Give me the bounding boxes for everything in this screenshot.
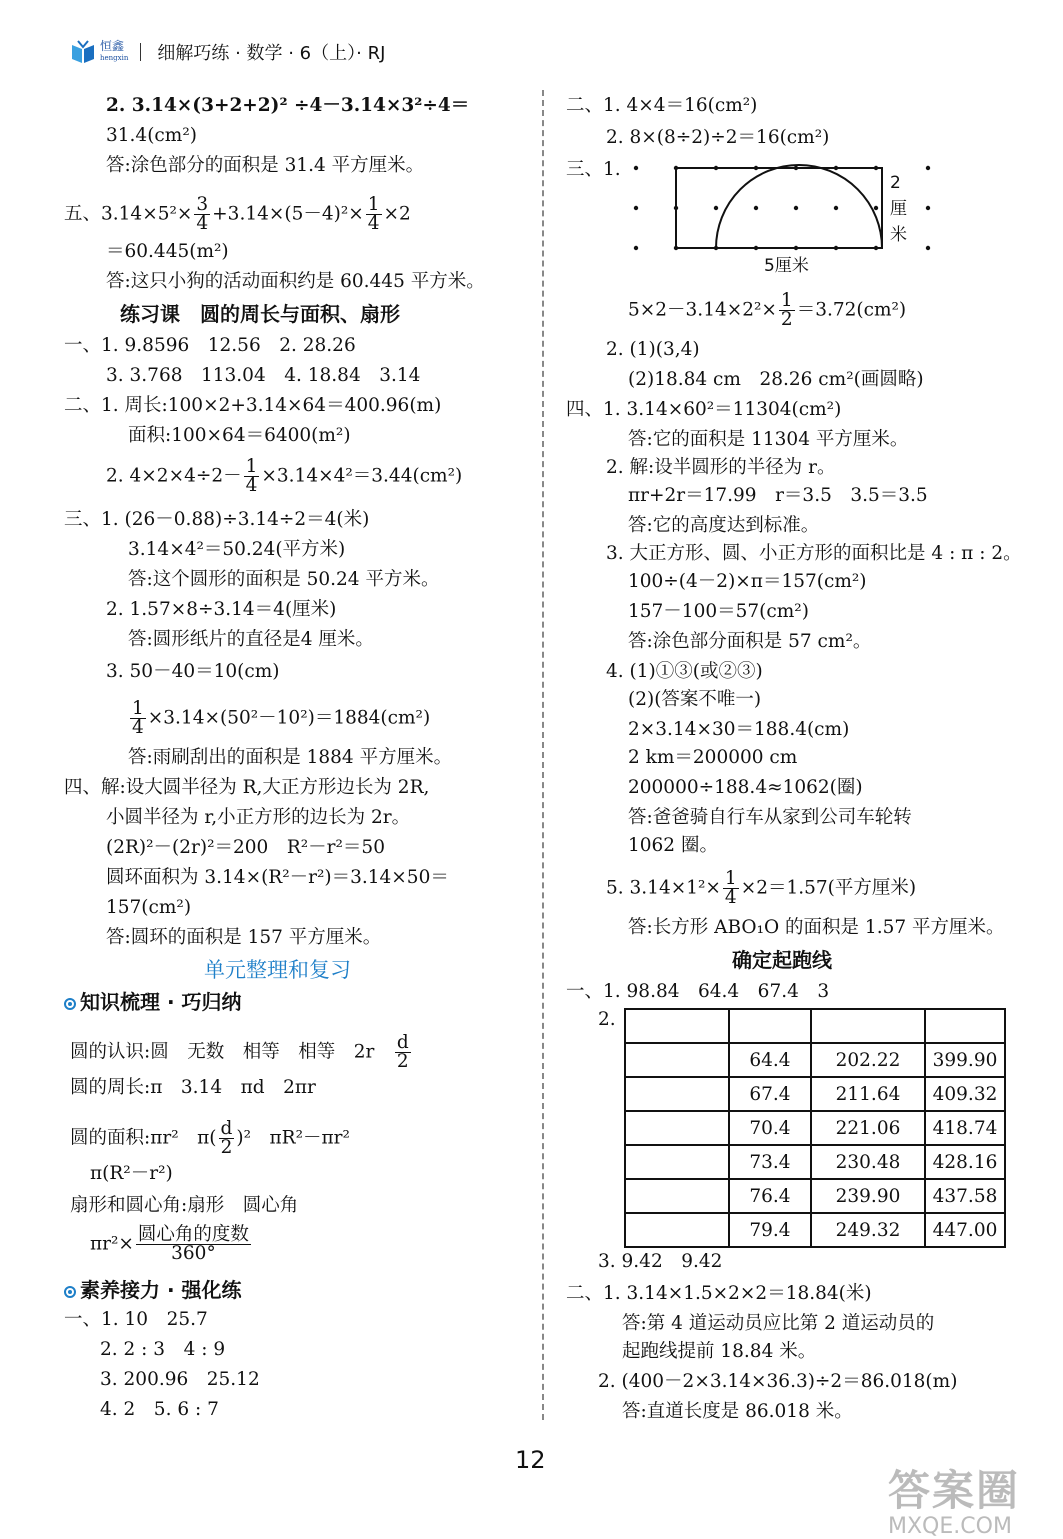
table-cell: 211.64 <box>811 1077 925 1111</box>
page-header <box>70 30 385 74</box>
table-cell: 73.4 <box>729 1145 811 1179</box>
answer-line: 圆的周长:π 3.14 πd 2πr <box>70 1077 316 1098</box>
answer-line: 2. 1.57×8÷3.14＝4(厘米) <box>106 599 337 620</box>
table-cell: 202.22 <box>811 1043 925 1077</box>
bullet-icon <box>64 998 76 1010</box>
table-cell <box>811 1009 925 1043</box>
answer-line: 一、1. 9.8596 12.56 2. 28.26 <box>64 335 356 356</box>
table-cell: 64.4 <box>729 1043 811 1077</box>
answer-line: 2×3.14×30＝188.4(cm) <box>628 719 850 740</box>
answer-line: 4. 2 5. 6 : 7 <box>100 1399 219 1420</box>
table-cell: 221.06 <box>811 1111 925 1145</box>
answer-line: 3. 9.42 9.42 <box>598 1251 723 1272</box>
answer-line: 157(cm²) <box>106 897 192 918</box>
figure-bottom-label: 5厘米 <box>764 256 809 276</box>
starting-line-table <box>624 1008 1006 1248</box>
fraction: $\frac{\text{圆心角的度数}}{360^\circ}$ <box>137 1224 249 1264</box>
section-title: 练习课 圆的周长与面积、扇形 <box>120 302 400 326</box>
table-cell: 70.4 <box>729 1111 811 1145</box>
answer-line: 3. 50－40＝10(cm) <box>106 661 280 682</box>
answer-statement: 答:圆形纸片的直径是4 厘米。 <box>128 629 374 650</box>
answer-line: (2)18.84 cm 28.26 cm²(画圆略) <box>628 369 924 390</box>
answer-line: 5. 3.14×1²× $\frac{1}{4}$ ×2＝1.57(平方厘米) <box>606 868 917 908</box>
answer-line: 200000÷188.4≈1062(圈) <box>628 777 863 798</box>
book-title: 细解巧练 · 数学 · 6（上）· RJ <box>157 43 386 64</box>
answer-line: 2. (1)(3,4) <box>606 339 700 360</box>
answer-line: 二、1. 4×4＝16(cm²) <box>566 95 758 116</box>
answer-line: (2R)²－(2r)²＝200 R²－r²＝50 <box>106 837 385 858</box>
answer-line: 扇形和圆心角:扇形 圆心角 <box>70 1195 299 1216</box>
table-cell: 76.4 <box>729 1179 811 1213</box>
table-cell: 418.74 <box>925 1111 1005 1145</box>
table-cell <box>729 1009 811 1043</box>
table-cell <box>625 1009 729 1043</box>
answer-line: 面积:100×64＝6400(m²) <box>128 425 351 446</box>
table-cell: 437.58 <box>925 1179 1005 1213</box>
table-cell: 447.00 <box>925 1213 1005 1247</box>
answer-statement: 答:第 4 道运动员应比第 2 道运动员的 <box>622 1313 935 1334</box>
bullet-icon <box>64 1286 76 1298</box>
table-cell: 399.90 <box>925 1043 1005 1077</box>
table-row <box>625 1145 1005 1179</box>
answer-line: 二、1. 周长:100×2+3.14×64＝400.96(m) <box>64 395 442 416</box>
answer-statement: 答:涂色部分的面积是 31.4 平方厘米。 <box>106 155 425 176</box>
fraction: $\frac{1}{4}$ <box>367 194 380 234</box>
answer-line: 四、解:设大圆半径为 R,大正方形边长为 2R, <box>64 777 430 798</box>
answer-statement: 答:雨刷刮出的面积是 1884 平方厘米。 <box>128 747 453 768</box>
answer-line: 小圆半径为 r,小正方形的边长为 2r。 <box>106 807 411 828</box>
answer-line: 3.14×4²＝50.24(平方米) <box>128 539 346 560</box>
answer-statement: 答:它的高度达到标准。 <box>628 515 820 536</box>
header-divider <box>140 43 141 61</box>
answer-line: 2. 2 : 3 4 : 9 <box>100 1339 226 1360</box>
answer-line: 三、1. <box>566 159 621 180</box>
table-cell <box>625 1145 729 1179</box>
answer-line: 2. 4×2×4÷2－ $\frac{1}{4}$ ×3.14×4²＝3.44(cm²) <box>106 456 463 496</box>
subsection-title: 素养接力 · 强化练 <box>64 1278 242 1302</box>
answer-statement: 答:这个圆形的面积是 50.24 平方米。 <box>128 569 440 590</box>
table-cell: 230.48 <box>811 1145 925 1179</box>
table-row <box>625 1009 1005 1043</box>
answer-line: 2. 3.14×(3+2+2)² ÷4－3.14×3²÷4＝ <box>106 95 470 116</box>
fraction: $\frac{1}{2}$ <box>780 290 793 330</box>
logo-subtext: hengxin <box>100 54 129 62</box>
logo-text: 恒鑫 <box>100 39 125 53</box>
section-title: 确定起跑线 <box>732 948 832 972</box>
answer-line: ＝60.445(m²) <box>106 241 229 262</box>
answer-line: (2)(答案不唯一) <box>628 689 762 710</box>
answer-line: 2. <box>598 1009 616 1030</box>
answer-line: 2. (400－2×3.14×36.3)÷2＝86.018(m) <box>598 1371 958 1392</box>
fraction: $\frac{d}{2}$ <box>220 1118 233 1158</box>
table-cell: 67.4 <box>729 1077 811 1111</box>
answer-statement: 答:这只小狗的活动面积约是 60.445 平方米。 <box>106 271 485 292</box>
answer-line: 2 km＝200000 cm <box>628 747 798 768</box>
subsection-title: 知识梳理 · 巧归纳 <box>64 990 242 1014</box>
table-row <box>625 1077 1005 1111</box>
answer-line: 3. 大正方形、圆、小正方形的面积比是 4 : π : 2。 <box>606 543 1022 564</box>
section-title: 单元整理和复习 <box>204 958 351 982</box>
answer-line: 3. 3.768 113.04 4. 18.84 3.14 <box>106 365 421 386</box>
publisher-logo <box>70 39 128 65</box>
book-icon <box>70 39 96 65</box>
answer-line: 五、3.14×5²× $\frac{3}{4}$ +3.14×(5－4)²× $\frac{1}{4}$ ×2 <box>64 194 411 234</box>
fraction: $\frac{d}{2}$ <box>396 1032 409 1072</box>
answer-statement: 答:它的面积是 11304 平方厘米。 <box>628 429 909 450</box>
table-cell <box>625 1043 729 1077</box>
watermark-url: MXQE.COM <box>888 1514 1012 1539</box>
answer-statement: 答:爸爸骑自行车从家到公司车轮转 <box>628 807 912 828</box>
fraction: $\frac{1}{4}$ <box>132 698 144 738</box>
table-row <box>625 1179 1005 1213</box>
answer-line: πr+2r＝17.99 r＝3.5 3.5＝3.5 <box>628 485 928 506</box>
table-cell <box>925 1009 1005 1043</box>
table-row <box>625 1213 1005 1247</box>
table-cell: 239.90 <box>811 1179 925 1213</box>
answer-statement: 答:圆环的面积是 157 平方厘米。 <box>106 927 382 948</box>
table-cell: 79.4 <box>729 1213 811 1247</box>
table-cell: 409.32 <box>925 1077 1005 1111</box>
table-cell: 428.16 <box>925 1145 1005 1179</box>
answer-line: 2. 解:设半圆形的半径为 r。 <box>606 457 836 478</box>
answer-statement: 答:长方形 ABO₁O 的面积是 1.57 平方厘米。 <box>628 917 1005 938</box>
fraction: $\frac{1}{4}$ <box>245 456 258 496</box>
answer-line: π(R²－r²) <box>90 1163 173 1184</box>
answer-line: 一、1. 98.84 64.4 67.4 3 <box>566 981 830 1002</box>
table-cell: 249.32 <box>811 1213 925 1247</box>
answer-line: 3. 200.96 25.12 <box>100 1369 260 1390</box>
table-cell <box>625 1111 729 1145</box>
answer-line: 157－100＝57(cm²) <box>628 601 809 622</box>
answer-line: $\frac{1}{4}$ ×3.14×(50²－10²)＝1884(cm²) <box>132 698 431 738</box>
answer-line: 三、1. (26－0.88)÷3.14÷2＝4(米) <box>64 509 370 530</box>
answer-line: 一、1. 10 25.7 <box>64 1309 208 1330</box>
answer-line: 圆的认识:圆 无数 相等 相等 2r $\frac{d}{2}$ <box>70 1032 409 1072</box>
answer-statement: 起跑线提前 18.84 米。 <box>622 1341 817 1362</box>
answer-line: 5×2－3.14×2²× $\frac{1}{2}$ ＝3.72(cm²) <box>628 290 907 330</box>
answer-statement: 1062 圈。 <box>628 835 718 856</box>
answer-line: 二、1. 3.14×1.5×2×2＝18.84(米) <box>566 1283 872 1304</box>
watermark <box>888 1458 1020 1539</box>
answer-line: 四、1. 3.14×60²＝11304(cm²) <box>566 399 842 420</box>
answer-line: 圆环面积为 3.14×(R²－r²)＝3.14×50＝ <box>106 867 449 888</box>
fraction: $\frac{3}{4}$ <box>196 194 209 234</box>
answer-line: 4. (1)①③(或②③) <box>606 661 763 682</box>
table-cell <box>625 1213 729 1247</box>
answer-line: 圆的面积:πr² π( $\frac{d}{2}$ )² πR²－πr² <box>70 1118 350 1158</box>
table-row <box>625 1043 1005 1077</box>
answer-line: 2. 8×(8÷2)÷2＝16(cm²) <box>606 127 830 148</box>
page-number: 12 <box>515 1446 546 1474</box>
answer-statement: 答:涂色部分面积是 57 cm²。 <box>628 631 872 652</box>
figure-side-label: 2厘米 <box>890 173 907 245</box>
table-row <box>625 1111 1005 1145</box>
fraction: $\frac{1}{4}$ <box>724 868 737 908</box>
answer-statement: 答:直道长度是 86.018 米。 <box>622 1401 853 1422</box>
answer-line: 31.4(cm²) <box>106 125 197 146</box>
answer-line: πr²× $\frac{\text{圆心角的度数}}{360^\circ}$ <box>90 1224 249 1264</box>
table-cell <box>625 1179 729 1213</box>
answer-line: 100÷(4－2)×π＝157(cm²) <box>628 571 867 592</box>
watermark-text: 答案圈 <box>888 1466 1021 1515</box>
table-cell <box>625 1077 729 1111</box>
column-divider <box>542 90 544 1420</box>
